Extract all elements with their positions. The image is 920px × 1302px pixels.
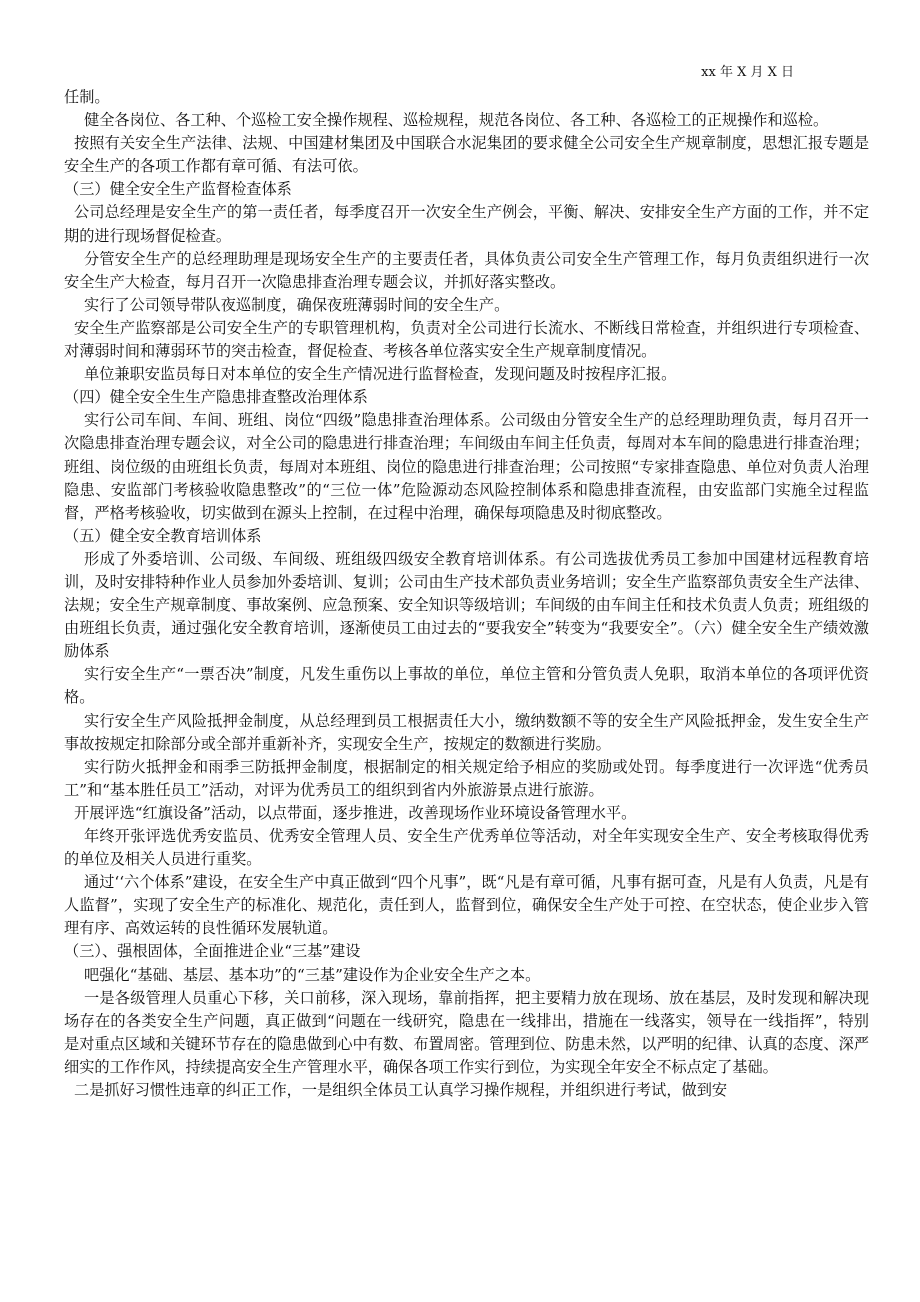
paragraph: 开展评选“红旗设备”活动，以点带面，逐步推进，改善现场作业环境设备管理水平。 — [74, 803, 637, 822]
paragraph: 单位兼职安监员每日对本单位的安全生产情况进行监督检查，发现问题及时按程序汇报。 — [84, 365, 677, 384]
section-heading: （五）健全安全教育培训体系 — [64, 526, 262, 545]
paragraph: 实行了公司领导带队夜巡制度，确保夜班薄弱时间的安全生产。 — [84, 295, 510, 314]
section-heading: （三）、强根固体，全面推进企业“三基”建设 — [64, 942, 361, 961]
document-body — [64, 86, 869, 1102]
section-heading: （四）健全安全生生产隐患排查整改治理体系 — [64, 388, 368, 407]
paragraph: 公司总经理是安全生产的第一责任者，每季度召开一次安全生产例会，平衡、解决、安排安全生产方面的工作，并不定期的进行现场督促检查。 — [64, 203, 869, 245]
paragraph: 一是各级管理人员重心下移，关口前移，深入现场，靠前指挥，把主要精力放在现场、放在基层，及时发现和解决现场存在的各类安全生产问题，真正做到“问题在一线研究，隐患在一线排出，措施在一线落实，领导在一线指挥”，特别是对重点区域和关键环节存在的隐患做到心中有数、布置周密。管理到位、防患未然，以严明的纪律、认真的态度、深严细实的工作作风，持续提高安全生产管理水平，确保各项工作实行到位，为实现全年安全不标点定了基础。 — [64, 988, 869, 1076]
header-date: xx 年 X 月 X 日 — [701, 65, 794, 80]
paragraph: 实行防火抵押金和雨季三防抵押金制度，根据制定的相关规定给予相应的奖励或处罚。每季度进行一次评选“优秀员工”和“基本胜任员工”活动，对评为优秀员工的组织到省内外旅游景点进行旅游。 — [64, 757, 869, 799]
paragraph: 实行公司车间、车间、班组、岗位“四级”隐患排查治理体系。公司级由分管安全生产的总经理助理负责，每月召开一次隐患排查治理专题会议，对全公司的隐患进行排查治理；车间级由车间主任负责，每周对本车间的隐患进行排查治理；班组、岗位级的由班组长负责，每周对本班组、岗位的隐患进行排查治理；公司按照“专家排查隐患、单位对负责人治理隐患、安监部门考核验收隐患整改”的“三位一体”危险源动态风险控制体系和隐患排查流程，由安监部门实施全过程监督，严格考核验收，切实做到在源头上控制，在过程中治理，确保每项隐患及时彻底整改。 — [64, 411, 869, 522]
section-heading: （三）健全安全生产监督检查体系 — [64, 180, 292, 199]
paragraph: 实行安全生产风险抵押金制度，从总经理到员工根据责任大小，缴纳数额不等的安全生产风险抵押金，发生安全生产事故按规定扣除部分或全部并重新补齐，实现安全生产，按规定的数额进行奖励。 — [64, 711, 869, 753]
paragraph: 按照有关安全生产法律、法规、中国建材集团及中国联合水泥集团的要求健全公司安全生产规章制度，思想汇报专题是安全生产的各项工作都有章可循、有法可依。 — [64, 134, 869, 176]
paragraph: 年终开张评选优秀安监员、优秀安全管理人员、安全生产优秀单位等活动，对全年实现安全生产、安全考核取得优秀的单位及相关人员进行重奖。 — [64, 827, 869, 869]
paragraph: 安全生产监察部是公司安全生产的专职管理机构，负责对全公司进行长流水、不断线日常检查，并组织进行专项检查、对薄弱时间和薄弱环节的突击检查，督促检查、考核各单位落实安全生产规章制度情况。 — [64, 318, 869, 361]
paragraph: 分管安全生产的总经理助理是现场安全生产的主要责任者，具体负责公司安全生产管理工作，每月负责组织进行一次安全生产大检查，每月召开一次隐患排查治理专题会议，并抓好落实整改。 — [64, 249, 869, 291]
paragraph: 吧强化“基础、基层、基本功”的“三基”建设作为企业安全生产之本。 — [84, 965, 541, 984]
paragraph: 实行安全生产“一票否决”制度，凡发生重伤以上事故的单位，单位主管和分管负责人免职，取消本单位的各项评优资格。 — [64, 665, 869, 707]
paragraph: 二是抓好习惯性违章的纠正工作，一是组织全体员工认真学习操作规程，并组织进行考试，做到安 — [74, 1081, 728, 1100]
paragraph: 通过‘‘六个体系”建设，在安全生产中真正做到“四个凡事”，既“凡是有章可循，凡事有据可查，凡是有人负责，凡是有人监督”，实现了安全生产的标准化、规范化，责任到人，监督到位，确保安全生产处于可控、在空状态，使企业步入管理有序、高效运转的良性循环发展轨道。 — [64, 873, 869, 938]
paragraph: 任制。 — [64, 88, 110, 106]
paragraph: 健全各岗位、各工种、个巡检工安全操作规程、巡检规程，规范各岗位、各工种、各巡检工的正规操作和巡检。 — [84, 111, 829, 130]
paragraph: 形成了外委培训、公司级、车间级、班组级四级安全教育培训体系。有公司选拔优秀员工参加中国建材远程教育培训，及时安排特种作业人员参加外委培训、复训；公司由生产技术部负责业务培训；安全生产监察部负责安全生产法律、法规；安全生产规章制度、事故案例、应急预案、安全知识等级培训；车间级的由车间主任和技术负责人负责；班组级的由班组长负责，通过强化安全教育培训，逐渐使员工由过去的“要我安全”转变为“我要安全”。（六）健全安全生产绩效激励体系 — [64, 549, 869, 661]
